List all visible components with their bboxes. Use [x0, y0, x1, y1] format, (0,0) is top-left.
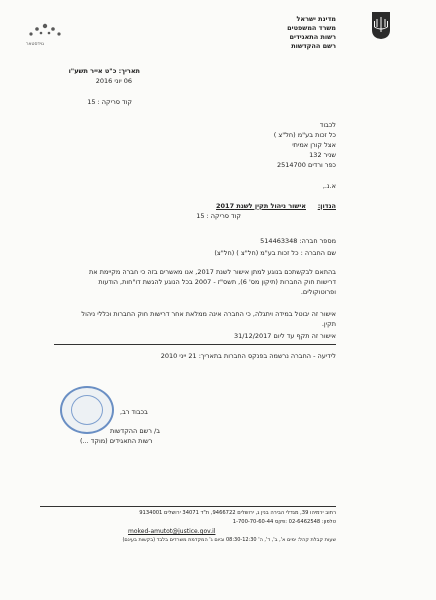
- logo-caption: גוידסטאר: [26, 42, 44, 47]
- validity-note: אישור זה תקף עד ליום 31/12/2017: [233, 332, 336, 340]
- body-p1-line1: בהתאם לבקשתכם בנוגע למתן אישור לשנת 2017, אנו מאשרים בזה כי חברה מקיימת את: [89, 268, 336, 276]
- footer-divider: [40, 506, 336, 507]
- stamp-inner-ring: [71, 395, 103, 425]
- company-name: שם החברה : כל זכות בע"מ (חל"צ ) (חל"צ): [214, 249, 336, 257]
- footer-hours: שעות קבלת קהל: ימים א', ב', ד', ה' 08:30-12:30 וביום ג' המקדמת משרדים בלבד (בקשות בעינם): [122, 537, 336, 543]
- recipient-care-of: אצל קורן אמיתי: [292, 141, 336, 149]
- signature-org: רשות התאגידים (מוקד ...): [80, 437, 153, 445]
- body-p2-line2: תקין.: [321, 320, 336, 328]
- body-p1-line2: דרישות חוק החברות (תיקון מס' 6), תשס"ז - 2007 בכל הנוגע להגשת דו"חות, הודעות: [98, 278, 336, 286]
- subject-code: קוד סריקה : 15: [196, 212, 241, 220]
- subject-label: הנדון:: [317, 202, 336, 210]
- recipient-to: לכבוד: [319, 121, 336, 129]
- letterhead-authority: רשות התאגידים: [289, 33, 336, 41]
- letterhead-ministry: משרד המשפטים: [287, 24, 336, 32]
- recipient-org: כל זכות בע"מ (חל"צ ): [273, 131, 336, 139]
- letterhead-state: מדינת ישראל: [296, 15, 336, 23]
- state-emblem-icon: [370, 10, 392, 40]
- divider: [54, 344, 336, 345]
- serial-code: קוד סריקה : 15: [87, 98, 132, 106]
- body-p2-line1: אישור זה יבוטל במידה ויתגלה, כי החברה אינה ממלאת אחר דרישות חוק החברות וכללי ניהול: [81, 310, 336, 318]
- signature-signer: ב/ רשם ההקדשות: [110, 427, 160, 435]
- footer-email-link[interactable]: moked-amutot@justice.gov.il: [128, 528, 216, 535]
- letterhead-registrar: רשם ההקדשות: [291, 42, 336, 50]
- registration-note: לידיעה - החברה נרשמה בפנקס החברות בתאריך: 21 ייני 2010: [160, 352, 336, 360]
- date-gregorian: 06 יוני 2016: [95, 77, 132, 85]
- signature-closing: בכבוד רב,: [120, 408, 148, 416]
- recipient-city: כפר ורדים 2514700: [276, 161, 336, 169]
- company-number: מספר חברה: 514463348: [260, 237, 336, 245]
- footer-phone: טלפון: 02-6462548 :פקס 1-700-70-60-44: [232, 519, 336, 525]
- recipient-street: שניר 132: [309, 151, 336, 159]
- footer-address: רחוב ירמיהו 39, מגדלי הבירה בנין ג, ירושלים 9466722, ת"ד 34071 ירושלים 9134001: [139, 510, 336, 516]
- body-p1-line3: ופרוטוקולים.: [300, 288, 336, 296]
- date-hebrew: תאריך: כ"ט אייר תשע"ו: [68, 67, 140, 75]
- subject-text: אישור ניהול תקין לשנת 2017: [216, 202, 306, 210]
- official-stamp: [60, 386, 114, 434]
- salutation: א.נ.,: [322, 182, 336, 190]
